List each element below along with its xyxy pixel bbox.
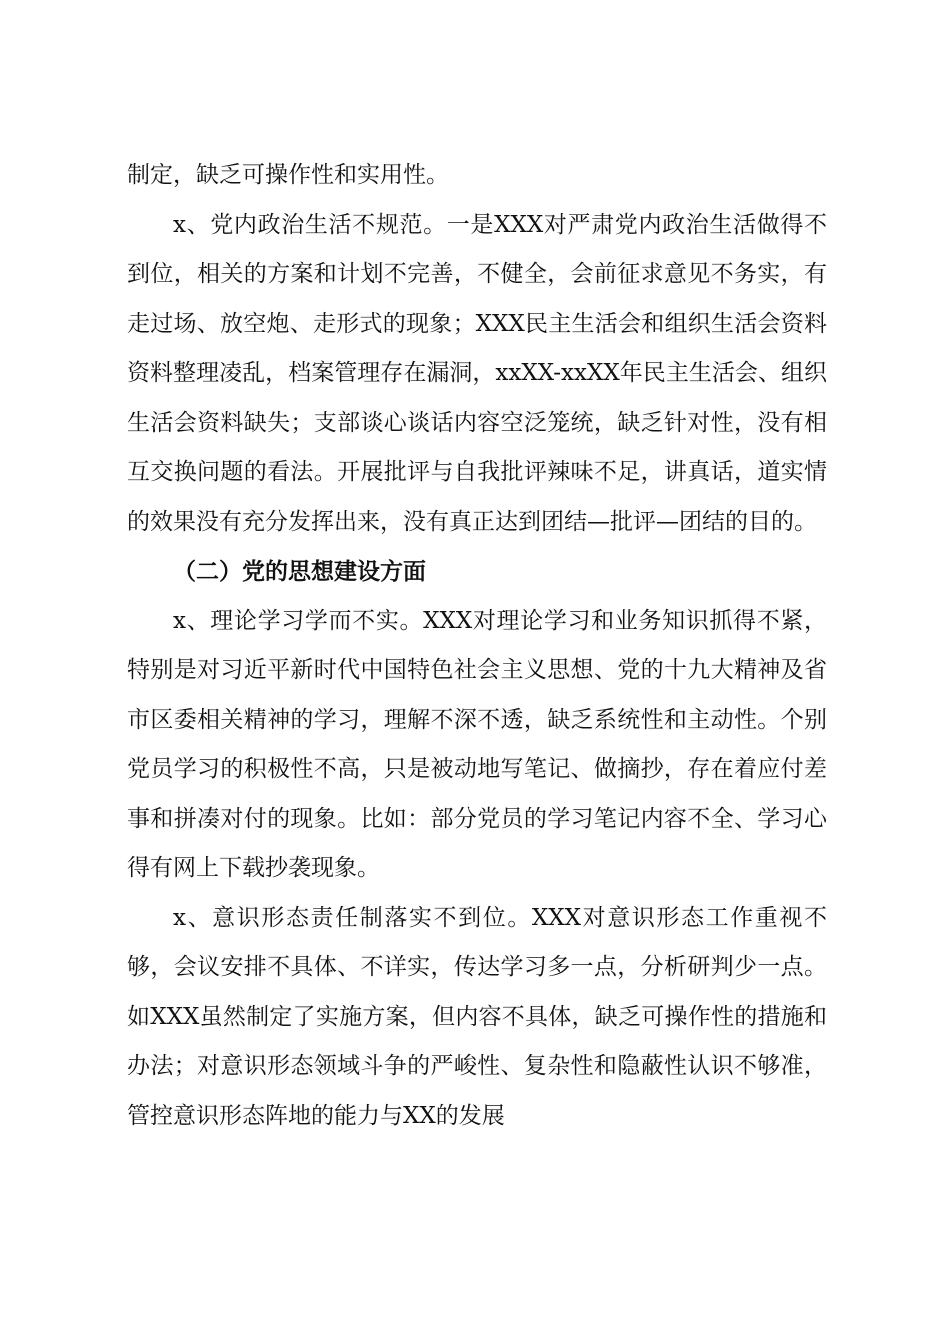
paragraph-ideology-responsibility: x、意识形态责任制落实不到位。XXX对意识形态工作重视不够，会议安排不具体、不详实，传达学习多一点，分析研判少一点。如XXX虽然制定了实施方案，但内容不具体，缺乏可操作性的措施和办法；对意识形态领域斗争的严峻性、复杂性和隐蔽性认识不够准，管控意识形态阵地的能力与XX的发展 <box>127 904 827 1129</box>
paragraph-theory-study: x、理论学习学而不实。XXX对理论学习和业务知识抓得不紧，特别是对习近平新时代中国特色社会主义思想、党的十九大精神及省市区委相关精神的学习，理解不深不透，缺乏系统性和主动性。个别党员学习的积极性不高，只是被动地写笔记、做摘抄，存在着应付差事和拼凑对付的现象。比如：部分党员的学习笔记内容不全、学习心得有网上下载抄袭现象。 <box>127 607 827 881</box>
paragraph-party-political-life: x、党内政治生活不规范。一是XXX对严肃党内政治生活做得不到位，相关的方案和计划不完善，不健全，会前征求意见不务实，有走过场、放空炮、走形式的现象；XXX民主生活会和组织生活会资料资料整理凌乱，档案管理存在漏洞，xxXX-xxXX年民主生活会、组织生活会资料缺失；支部谈心谈话内容空泛笼统，缺乏针对性，没有相互交换问题的看法。开展批评与自我批评辣味不足，讲真话，道实情的效果没有充分发挥出来，没有真正达到团结—批评—团结的目的。 <box>127 211 827 535</box>
section-heading-ideological-building: （二）党的思想建设方面 <box>173 558 426 585</box>
document-body <box>127 151 827 1141</box>
paragraph-continuation: 制定，缺乏可操作性和实用性。 <box>127 162 449 188</box>
